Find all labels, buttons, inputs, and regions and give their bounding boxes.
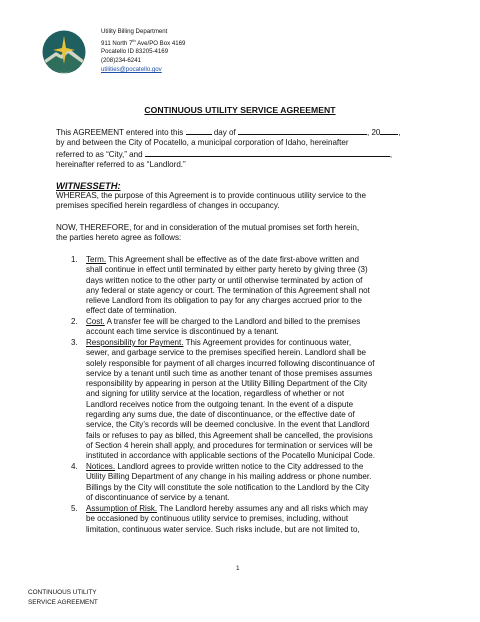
page-number: 1 (236, 565, 240, 572)
page-footer (28, 588, 98, 608)
intro-line-1: This AGREEMENT entered into this day of , 20 , (56, 128, 401, 137)
month-blank[interactable] (238, 127, 367, 135)
landlord-name-blank[interactable] (145, 149, 390, 157)
department-name: Utility Billing Department (101, 28, 168, 35)
section-heading-assumption-of-risk: Assumption of Risk. (86, 504, 158, 513)
section-heading-responsibility: Responsibility for Payment. (86, 338, 184, 347)
section-heading-term: Term. (86, 255, 107, 264)
list-number: 1. (71, 255, 78, 264)
now-therefore-line-1: NOW, THEREFORE, for and in consideration of the mutual promises set forth herein, (56, 223, 360, 232)
footer-line-1: CONTINUOUS UTILITY (28, 589, 97, 596)
city-seal-logo (42, 30, 86, 74)
document-title: CONTINUOUS UTILITY SERVICE AGREEMENT (144, 105, 336, 115)
street-address: 911 North 7th Ave/PO Box 4169 (101, 37, 186, 47)
intro-line-3: referred to as “City,” and , (56, 149, 393, 159)
document-page: Utility Billing Department 911 North 7th Ave/PO Box 4169 Pocatello ID 83205-4169 (208)234-6241 utilities@pocatello.gov CONTINUOUS UTILITY SERVICE AGREEMENT This AGREEMENT entered into this day of , 20 , by and between the City of Pocatello, a municipal corporation of Idaho, hereinafter referred to as “City,” and , hereinafter referred to as “Landlord.” WITNESSETH: WHEREAS, the purpose of this Agreement is to provide continuous utility service to the premises specified herein regardless of changes in occupancy. NOW, THEREFORE, for and in consideration of the mutual promises set forth herein, the parties hereto agree as follows: 1. Term. This Agreement shall be effective as of the date first-above written and shall continue in effect until terminated by either party hereto by giving three (3) days written notice to the other party or until otherwise terminated by action of any federal or state agency or court. The termination of this Agreement shall not relieve Landlord from its obligation to pay for any charges accrued prior to the effect date of termination. 2. Cost. A transfer fee will be charged to the Landlord and billed to the premises account each time service is discontinued by a tenant. 3. Responsibility for Payment. This Agreement provides for continuous water, sewer, and garbage service to the premises specified herein. Landlord shall be solely responsible for payment of all charges incurred following discontinuance of service by a tenant until such time as another tenant of those premises assumes responsibility by appearing in person at the Utility Billing Department of the City and signing for utility service at the location, regardless of whether or not Landlord receives notice from the outgoing tenant. In the event of a dispute regarding any sums due, the date of discontinuance, or the effective date of service, the City’s records will be deemed conclusive. In the event that Landlord fails or refuses to pay as billed, this Agreement shall be cancelled, the provisions of Section 4 herein shall apply, and procedures for termination or services will be instituted in accordance with applicable sections of the Pocatello Municipal Code. 4. Notices. Landlord agrees to provide written notice to the City addressed to the Utility Billing Department of any change in his mailing address or phone number. Billings by the City will constitute the sole notification to the Landlord by the City of discontinuance of service by a tenant. 5. Assumption of Risk. The Landlord hereby assumes any and all risks which may be occasioned by continuous utility service to premises, including, without limitation, continuous water service. Such risks include, but are not limited to, 1 CONTINUOUS UTILITY SERVICE AGREEMENT (0, 0, 480, 622)
now-therefore-line-2: the parties hereto agree as follows: (56, 233, 182, 243)
section-heading-notices: Notices. (86, 462, 116, 471)
phone-number: (208)234-6241 (101, 57, 141, 65)
day-blank[interactable] (186, 127, 212, 135)
intro-line-2: by and between the City of Pocatello, a municipal corporation of Idaho, hereinafter (56, 138, 349, 148)
intro-line-4: hereinafter referred to as “Landlord.” (56, 159, 186, 169)
whereas-paragraph (56, 191, 432, 212)
letterhead (101, 28, 185, 75)
footer-line-2: SERVICE AGREEMENT (28, 599, 98, 606)
list-number: 5. (71, 504, 78, 513)
list-number: 3. (71, 338, 78, 347)
city-state-zip: Pocatello ID 83205-4169 (101, 48, 169, 56)
email-link[interactable]: utilities@pocatello.gov (101, 65, 162, 73)
year-blank[interactable] (380, 127, 398, 135)
intro-paragraph (56, 127, 432, 170)
section-heading-cost: Cost. (86, 317, 105, 326)
whereas-line-1: WHEREAS, the purpose of this Agreement is to provide continuous utility service to the (56, 191, 366, 200)
witnesseth-heading: WITNESSETH: (56, 180, 121, 191)
list-number: 4. (71, 462, 78, 471)
now-therefore-paragraph (56, 223, 432, 244)
list-number: 2. (71, 317, 78, 326)
whereas-line-2: premises specified herein regardless of changes in occupancy. (56, 201, 280, 211)
